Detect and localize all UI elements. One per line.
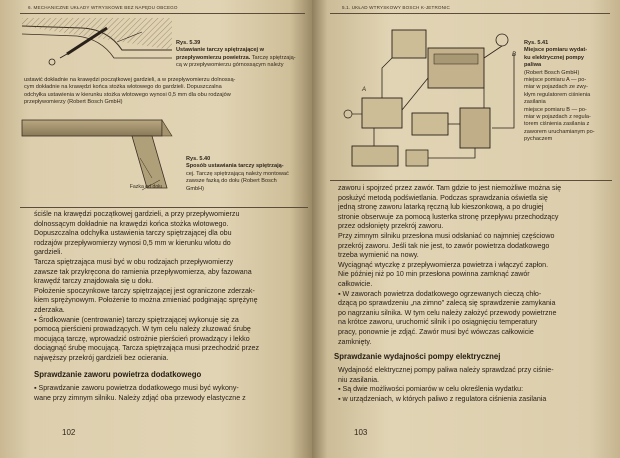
left-para-line-3: rodzajów przepływomierzy wynosi 0,5 mm w kierunku wlotu do: [34, 238, 231, 247]
right-para-line-1: posłużyć metodą podświetlania. Podczas sprawdzania oświetla się: [338, 193, 548, 202]
right-para-line-16: zamknięty.: [338, 337, 372, 346]
fig-5-41-number: Rys. 5.41: [524, 40, 549, 46]
left-page-number: 102: [62, 428, 76, 437]
left-para-line-7: krawędź tarczy znajdowała się u dołu.: [34, 277, 154, 286]
right-after-line-1: niu zasilania.: [338, 375, 380, 384]
right-para-line-6: przekrój zaworu. Jeśli tak nie jest, to zawór powietrza dodatkowego: [338, 241, 550, 250]
fig-5-39-line-5: przepływomierzy (Robert Bosch GmbH): [24, 99, 123, 106]
right-section-heading: Sprawdzanie wydajności pompy elektrycznej: [334, 352, 501, 361]
left-para-line-4: gardzieli.: [34, 248, 63, 257]
fig-5-41-line-1: miejsce pomiaru A — po-: [524, 77, 587, 84]
right-para-line-11: ▪ W zaworach powietrza dodatkowego ogrzewanych cieczą chło-: [338, 289, 542, 298]
left-para-line-13: mocującą tarczę, wprowadzić ostrożnie pierścień prowadzący i lekko: [34, 334, 250, 343]
fig-5-39-caption-head: [176, 40, 306, 70]
right-after-line-0: Wydajność elektrycznej pompy paliwa należy sprawdzać przy ciśnie-: [338, 366, 554, 374]
fig-5-40-line-2: GmbH): [186, 185, 205, 192]
right-para-line-9: Nie później niż po 10 min przesłona powinna zamknąć zawór: [338, 270, 530, 279]
right-after-heading: [338, 366, 614, 404]
left-para-line-2: Dopuszczalna odchyłka ustawienia tarczy spiętrzającej dla obu: [34, 229, 232, 238]
left-para-line-15: najwęższy przekrój gardzieli bez ocierania.: [34, 353, 169, 362]
left-para-line-6: zawsze tak przykręcona do ramienia przepływomierza, aby fazowana: [34, 267, 252, 276]
left-after-heading: [34, 384, 308, 403]
left-after-line-0: ▪ Sprawdzanie zaworu powietrza dodatkowego musi być wykony-: [34, 384, 239, 392]
fig-5-41-title-1: ku elektrycznej pompy: [524, 54, 584, 61]
fig-5-41-line-7: torem ciśnienia zasilania z: [524, 121, 590, 128]
fig-5-39-line-4: odchyłka ustawienia w kierunku stożka wlotowego wynosi 0,5 mm dla obu rodzajów: [24, 91, 231, 98]
fig-5-41-line-2: miar w pojazdach ze zwy-: [524, 84, 589, 91]
right-para-line-15: pracy, ponownie je zdjąć. Zawór musi być wówczas całkowicie: [338, 327, 534, 336]
fig-5-41-line-6: miar w pojazdach z regula-: [524, 114, 591, 121]
right-para-line-8: Wyciągnąć wtyczkę z przepływomierza powietrza i włączyć zapłon.: [338, 260, 549, 269]
fig-5-39-line-2: ustawić dokładnie na krawędzi początkowej gardzieli, a w przepływomierzu dolnossą-: [24, 77, 236, 83]
fig-5-41-line-5: miejsce pomiaru B — po-: [524, 106, 587, 113]
fig-5-40-line-1: zawsze fazką do dołu (Robert Bosch: [186, 178, 277, 185]
fig-5-39-line-3: cym dokładnie na krawędzi końca stożka wlotowego do gardzieli. Dopuszczalna: [24, 84, 222, 91]
left-para-line-14: dociągnąć śrubę mocującą. Tarcza spiętrzająca musi przechodzić przez: [34, 344, 260, 353]
fig-5-41-line-3: kłym regulatorem ciśnienia: [524, 91, 591, 98]
right-para-line-7: trzeba wymienić na nowy.: [338, 251, 419, 260]
left-para-line-9: kiem sprężynowym. Położenie to można zmieniać podginając sprężynę: [34, 296, 258, 305]
left-para-line-8: Położenie spoczynkowe tarczy spiętrzającej jest ograniczone zderzak-: [34, 286, 255, 295]
left-running-head: 6. MECHANICZNE UKŁADY WTRYSKOWE BEZ NAPĘDU OBCEGO: [28, 5, 178, 10]
fig-5-39-drawing: [22, 18, 172, 78]
left-body-text: [34, 210, 308, 364]
left-para-line-11: ▪ Środkowanie (centrowanie) tarczy spiętrzającej wykonuje się za: [34, 315, 239, 324]
left-fig-rule: [20, 207, 308, 208]
right-para-line-4: przez odsłonięty przekrój zaworu.: [338, 222, 444, 231]
left-after-line-1: wane przy zimnym silniku. Należy zdjąć oba przewody elastyczne z: [34, 393, 246, 402]
right-para-line-5: Przy zimnym silniku przesłona musi odsłaniać co najmniej częściowo: [338, 231, 555, 240]
fig-5-41-line-0: (Robert Bosch GmbH): [524, 69, 580, 76]
right-head-rule: [330, 13, 610, 14]
right-page-number: 103: [354, 428, 368, 437]
fig-5-39-caption-body: [24, 77, 308, 107]
fig-5-41-label-a: A: [362, 87, 367, 93]
left-para-line-1: dolnossącym dokładnie na krawędzi końca stożka wlotowego.: [34, 219, 229, 228]
right-para-line-3: stronie obserwuje za pomocą lusterka stronę przepływu przechodzący: [338, 212, 559, 221]
right-fig-rule: [330, 180, 612, 181]
fig-5-40-label: Fazka od dołu: [129, 184, 163, 190]
fig-5-40-title: Sposób ustawiania tarczy spiętrzają-: [186, 163, 284, 170]
fig-5-39-line-0: Tarczę spiętrzają-: [251, 54, 296, 61]
left-para-line-10: zderzaka.: [34, 305, 65, 314]
fig-5-40-line-0: cej. Tarczę spiętrzającą należy montować: [186, 170, 289, 177]
fig-5-41-line-4: zasilania: [524, 99, 546, 106]
right-after-line-3: ▪ w urządzeniach, w których paliwo z regulatora ciśnienia zasilania: [338, 394, 547, 403]
right-page: [312, 0, 620, 458]
fig-5-41-label-b: B: [512, 52, 517, 58]
right-para-line-2: jedną stronę zaworu latarką ręczną lub kieszonkową, a po drugiej: [338, 203, 544, 212]
left-para-line-0: ściśle na krawędzi początkowej gardzieli, a przy przepływomierzu: [34, 210, 240, 218]
fig-5-41-title-2: paliwa: [524, 62, 542, 69]
fig-5-39-title: Ustawianie tarczy spiętrzającej w przepływomierzu powietrza.: [176, 47, 264, 61]
left-para-line-12: pomocą pierścieni prowadzących. W tym celu należy zluzować śrubę: [34, 325, 251, 334]
left-head-rule: [20, 13, 305, 14]
fig-5-41-caption: [524, 40, 616, 144]
right-para-line-13: po nagrzaniu silnika. W tym celu należy założyć przewody powietrzne: [338, 308, 557, 317]
fig-5-40-number: Rys. 5.40: [186, 156, 211, 162]
fig-5-39-line-1: cą w przepływomierzu górnossącym należy: [176, 62, 284, 69]
fig-5-39-number: Rys. 5.39: [176, 40, 201, 46]
fig-5-41-line-8: zaworem uruchamianym po-: [524, 128, 595, 135]
right-para-line-10: całkowicie.: [338, 279, 373, 288]
fig-5-41-title-0: Miejsce pomiaru wydat-: [524, 47, 588, 54]
right-para-line-0: zaworu i spojrzeć przez zawór. Tam gdzie to jest niemożliwe można się: [338, 184, 562, 192]
right-running-head: 5.1. UKŁAD WTRYSKOWY BOSCH K-JETRONIC: [342, 5, 450, 10]
right-para-line-12: dzącą po sprawdzeniu „na zimno" zalecą się sprawdzenie zamykania: [338, 299, 556, 308]
fig-5-40-caption: [186, 156, 310, 193]
fig-5-41-diagram: [342, 18, 542, 178]
right-body-text: [338, 184, 614, 347]
left-para-line-5: Tarcza spiętrzająca musi być w obu rodzajach przepływomierzy: [34, 257, 234, 266]
left-section-heading: Sprawdzanie zaworu powietrza dodatkowego: [34, 370, 202, 379]
right-after-line-2: ▪ Są dwie możliwości pomiarów w celu określenia wydatku:: [338, 385, 524, 394]
right-para-line-14: na krótce zaworu, uruchomić silnik i po osiągnięciu temperatury: [338, 318, 538, 327]
fig-5-41-line-9: pychaczem: [524, 136, 553, 143]
